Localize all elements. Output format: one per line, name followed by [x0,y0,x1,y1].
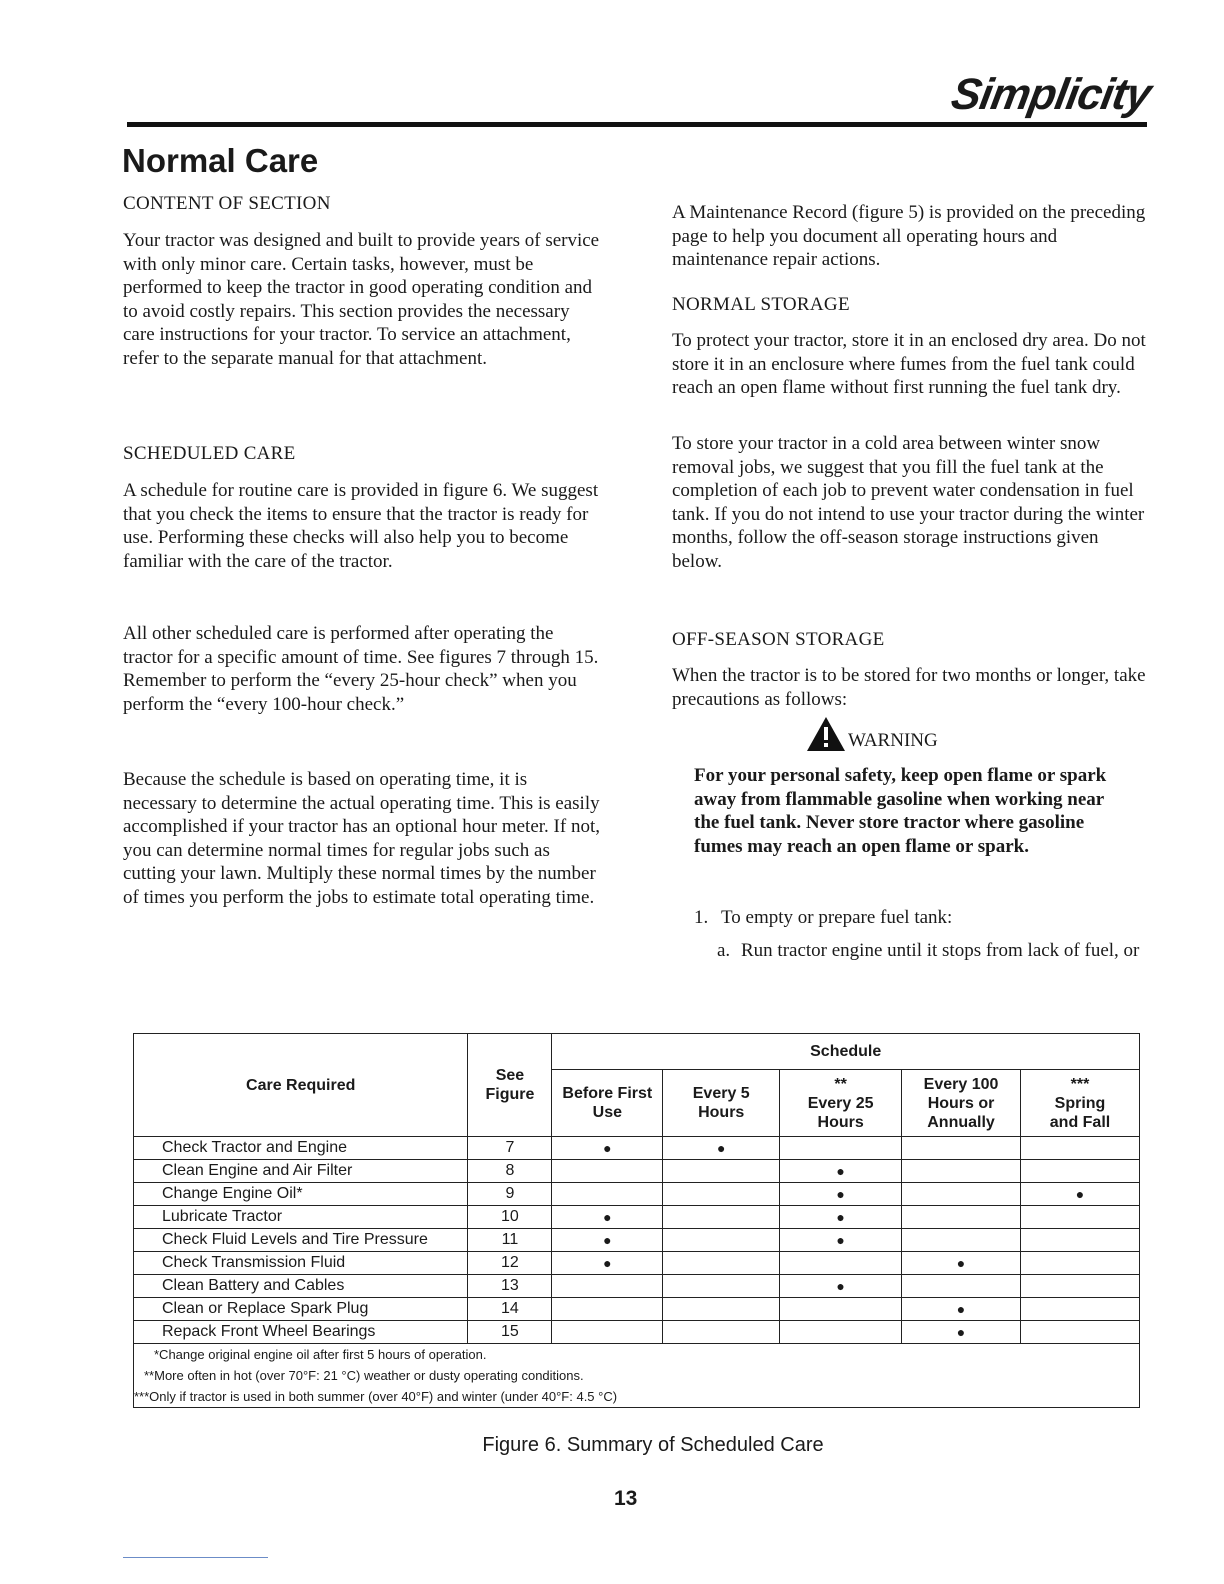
schedule-dot: ● [836,1232,845,1248]
step-1-text: To empty or prepare fuel tank: [721,907,953,928]
care-item: Check Tractor and Engine [134,1137,468,1160]
schedule-cell-every-25-hours [780,1298,902,1321]
table-row [134,1229,1140,1252]
schedule-cell-spring-fall [1020,1160,1139,1183]
warning-triangle-icon [806,716,846,752]
schedule-cell-spring-fall [1020,1229,1139,1252]
schedule-cell-every-5-hours [663,1321,780,1344]
schedule-cell-every-5-hours [663,1160,780,1183]
col-header-schedule: Schedule [552,1034,1140,1070]
schedule-dot: ● [836,1209,845,1225]
schedule-cell-before-first-use [552,1298,663,1321]
see-figure: 10 [468,1206,552,1229]
table-row [134,1275,1140,1298]
schedule-cell-every-25-hours [780,1183,902,1206]
schedule-cell-every-100-hours [902,1298,1021,1321]
col-header-25h-mark: ** [834,1075,847,1093]
page-number: 13 [614,1487,638,1510]
schedule-dot: ● [836,1278,845,1294]
schedule-dot: ● [716,1140,726,1156]
see-figure: 13 [468,1275,552,1298]
care-item: Clean or Replace Spark Plug [134,1298,468,1321]
care-item: Clean Engine and Air Filter [134,1160,468,1183]
care-item: Check Fluid Levels and Tire Pressure [134,1229,468,1252]
scheduled-paragraph-3: Because the schedule is based on operating time, it is necessary to determine the actual operating time. This is easily accomplished if your tractor has an optional hour meter. If not, you can determine normal times for regular jobs such as cutting your lawn. Multiply these normal times by the number of times you perform the jobs to estimate total operating time. [123,769,600,908]
table-row [134,1252,1140,1275]
schedule-cell-before-first-use [552,1252,663,1275]
care-item: Repack Front Wheel Bearings [134,1321,468,1344]
schedule-cell-every-100-hours [902,1252,1021,1275]
step-1a-text: Run tractor engine until it stops from lack of fuel, or [741,940,1140,961]
schedule-cell-spring-fall [1020,1298,1139,1321]
step-1a-letter: a. [717,940,731,961]
storage-paragraph-1: To protect your tractor, store it in an enclosed dry area. Do not store it in an enclosure where fumes from the fuel tank could reach an open flame without first running the fuel tank dry. [672,330,1146,398]
schedule-dot: ● [603,1140,612,1156]
schedule-cell-before-first-use [552,1137,663,1160]
care-item: Check Transmission Fluid [134,1252,468,1275]
schedule-cell-before-first-use [552,1229,663,1252]
footnote-1: *Change original engine oil after first 5 hours of operation. [154,1347,487,1362]
content-text: Your tractor was designed and built to provide years of service with only minor care. Certain tasks, however, must be performed to keep the tractor in good operating condition and to avoid costly repairs. This section provides the necessary care instructions for your tractor. To service an attachment, refer to the separate manual for that attachment. [123,230,600,369]
offseason-heading: OFF-SEASON STORAGE [672,629,885,650]
col-header-spring-fall [1020,1070,1139,1137]
schedule-cell-every-5-hours [663,1298,780,1321]
col-header-before: Before First Use [552,1070,663,1137]
schedule-cell-every-25-hours [780,1321,902,1344]
warning-header [806,716,938,752]
maintenance-record-text: A Maintenance Record (figure 5) is provided on the preceding page to help you document all operating hours and maintenance repair actions. [672,202,1146,270]
schedule-cell-every-25-hours [780,1275,902,1298]
schedule-cell-every-100-hours [902,1160,1021,1183]
schedule-cell-spring-fall [1020,1137,1139,1160]
warning-text: For your personal safety, keep open flame or spark away from flammable gasoline when working near the fuel tank. Never store tractor where gasoline fumes may reach an open flame or spark. [694,765,1107,857]
schedule-cell-spring-fall [1020,1321,1139,1344]
header-rule [127,122,1147,127]
schedule-cell-every-25-hours [780,1206,902,1229]
see-figure: 14 [468,1298,552,1321]
content-heading: CONTENT OF SECTION [123,193,331,214]
care-item: Change Engine Oil* [134,1183,468,1206]
schedule-cell-every-25-hours [780,1160,902,1183]
scheduled-paragraph-1: A schedule for routine care is provided in figure 6. We suggest that you check the items to ensure that the tractor is ready for use. Performing these checks will also help you to become familiar with the care of the tractor. [123,480,599,572]
brand-logo: Simplicity [947,70,1155,119]
schedule-cell-every-5-hours [663,1206,780,1229]
see-figure: 8 [468,1160,552,1183]
schedule-cell-every-25-hours [780,1137,902,1160]
col-header-100h: Every 100 Hours or Annually [902,1070,1021,1137]
see-figure: 12 [468,1252,552,1275]
schedule-dot: ● [603,1255,612,1271]
table-row [134,1298,1140,1321]
schedule-dot: ● [836,1163,845,1179]
schedule-cell-spring-fall [1020,1252,1139,1275]
schedule-cell-every-5-hours [663,1275,780,1298]
schedule-cell-every-5-hours [663,1229,780,1252]
table-footnotes [134,1344,1140,1408]
scheduled-care-table [133,1033,1140,1408]
schedule-cell-every-25-hours [780,1252,902,1275]
schedule-cell-every-5-hours [663,1137,780,1160]
scheduled-paragraph-2: All other scheduled care is performed after operating the tractor for a specific amount of time. See figures 7 through 15. Remember to perform the “every 25-hour check” when you perform the “every 100-hour check.” [123,623,599,715]
schedule-cell-spring-fall [1020,1275,1139,1298]
footer-line [123,1557,268,1558]
col-header-care: Care Required [134,1034,468,1137]
schedule-cell-every-100-hours [902,1321,1021,1344]
schedule-dot: ● [603,1232,612,1248]
footnote-2: **More often in hot (over 70°F: 21 °C) weather or dusty operating conditions. [144,1368,584,1383]
col-header-figure: See Figure [468,1034,552,1137]
see-figure: 9 [468,1183,552,1206]
schedule-cell-before-first-use [552,1206,663,1229]
schedule-cell-spring-fall [1020,1206,1139,1229]
schedule-cell-every-25-hours [780,1229,902,1252]
schedule-dot: ● [1075,1186,1085,1202]
footnote-3: ***Only if tractor is used in both summer (over 40°F) and winter (under 40°F: 4.5 °C) [134,1389,618,1404]
schedule-cell-every-5-hours [663,1252,780,1275]
schedule-cell-every-5-hours [663,1183,780,1206]
schedule-dot: ● [956,1301,966,1317]
warning-label: WARNING [848,730,938,751]
see-figure: 11 [468,1229,552,1252]
care-item: Clean Battery and Cables [134,1275,468,1298]
step-1a [717,939,1150,963]
table-row [134,1137,1140,1160]
care-item: Lubricate Tractor [134,1206,468,1229]
schedule-cell-before-first-use [552,1275,663,1298]
table-row [134,1183,1140,1206]
col-header-25h-label: Every 25 Hours [807,1094,874,1131]
scheduled-heading: SCHEDULED CARE [123,443,296,464]
table-row [134,1160,1140,1183]
col-header-spring-label: Spring and Fall [1049,1094,1111,1131]
storage-heading: NORMAL STORAGE [672,294,850,315]
schedule-cell-before-first-use [552,1321,663,1344]
schedule-cell-every-100-hours [902,1229,1021,1252]
schedule-dot: ● [956,1255,966,1271]
page-title: Normal Care [122,142,319,179]
schedule-dot: ● [836,1186,845,1202]
schedule-cell-every-100-hours [902,1183,1021,1206]
schedule-cell-every-100-hours [902,1206,1021,1229]
col-header-25h [780,1070,902,1137]
step-1-number: 1. [694,907,709,928]
schedule-cell-before-first-use [552,1183,663,1206]
figure-caption: Figure 6. Summary of Scheduled Care [482,1434,824,1456]
schedule-cell-every-100-hours [902,1137,1021,1160]
offseason-text: When the tractor is to be stored for two months or longer, take precautions as follows: [672,665,1146,710]
see-figure: 15 [468,1321,552,1344]
schedule-cell-before-first-use [552,1160,663,1183]
table-row [134,1206,1140,1229]
schedule-cell-spring-fall [1020,1183,1139,1206]
storage-paragraph-2: To store your tractor in a cold area between winter snow removal jobs, we suggest that you fill the fuel tank at the completion of each job to prevent water condensation in fuel tank. If you do not intend to use your tractor during the winter months, follow the off-season storage instructions given below. [672,433,1145,572]
schedule-dot: ● [956,1324,966,1340]
step-1 [694,906,1150,930]
schedule-cell-every-100-hours [902,1275,1021,1298]
col-header-5h: Every 5 Hours [663,1070,780,1137]
see-figure: 7 [468,1137,552,1160]
col-header-spring-mark: *** [1070,1075,1090,1093]
table-row [134,1321,1140,1344]
schedule-dot: ● [603,1209,612,1225]
